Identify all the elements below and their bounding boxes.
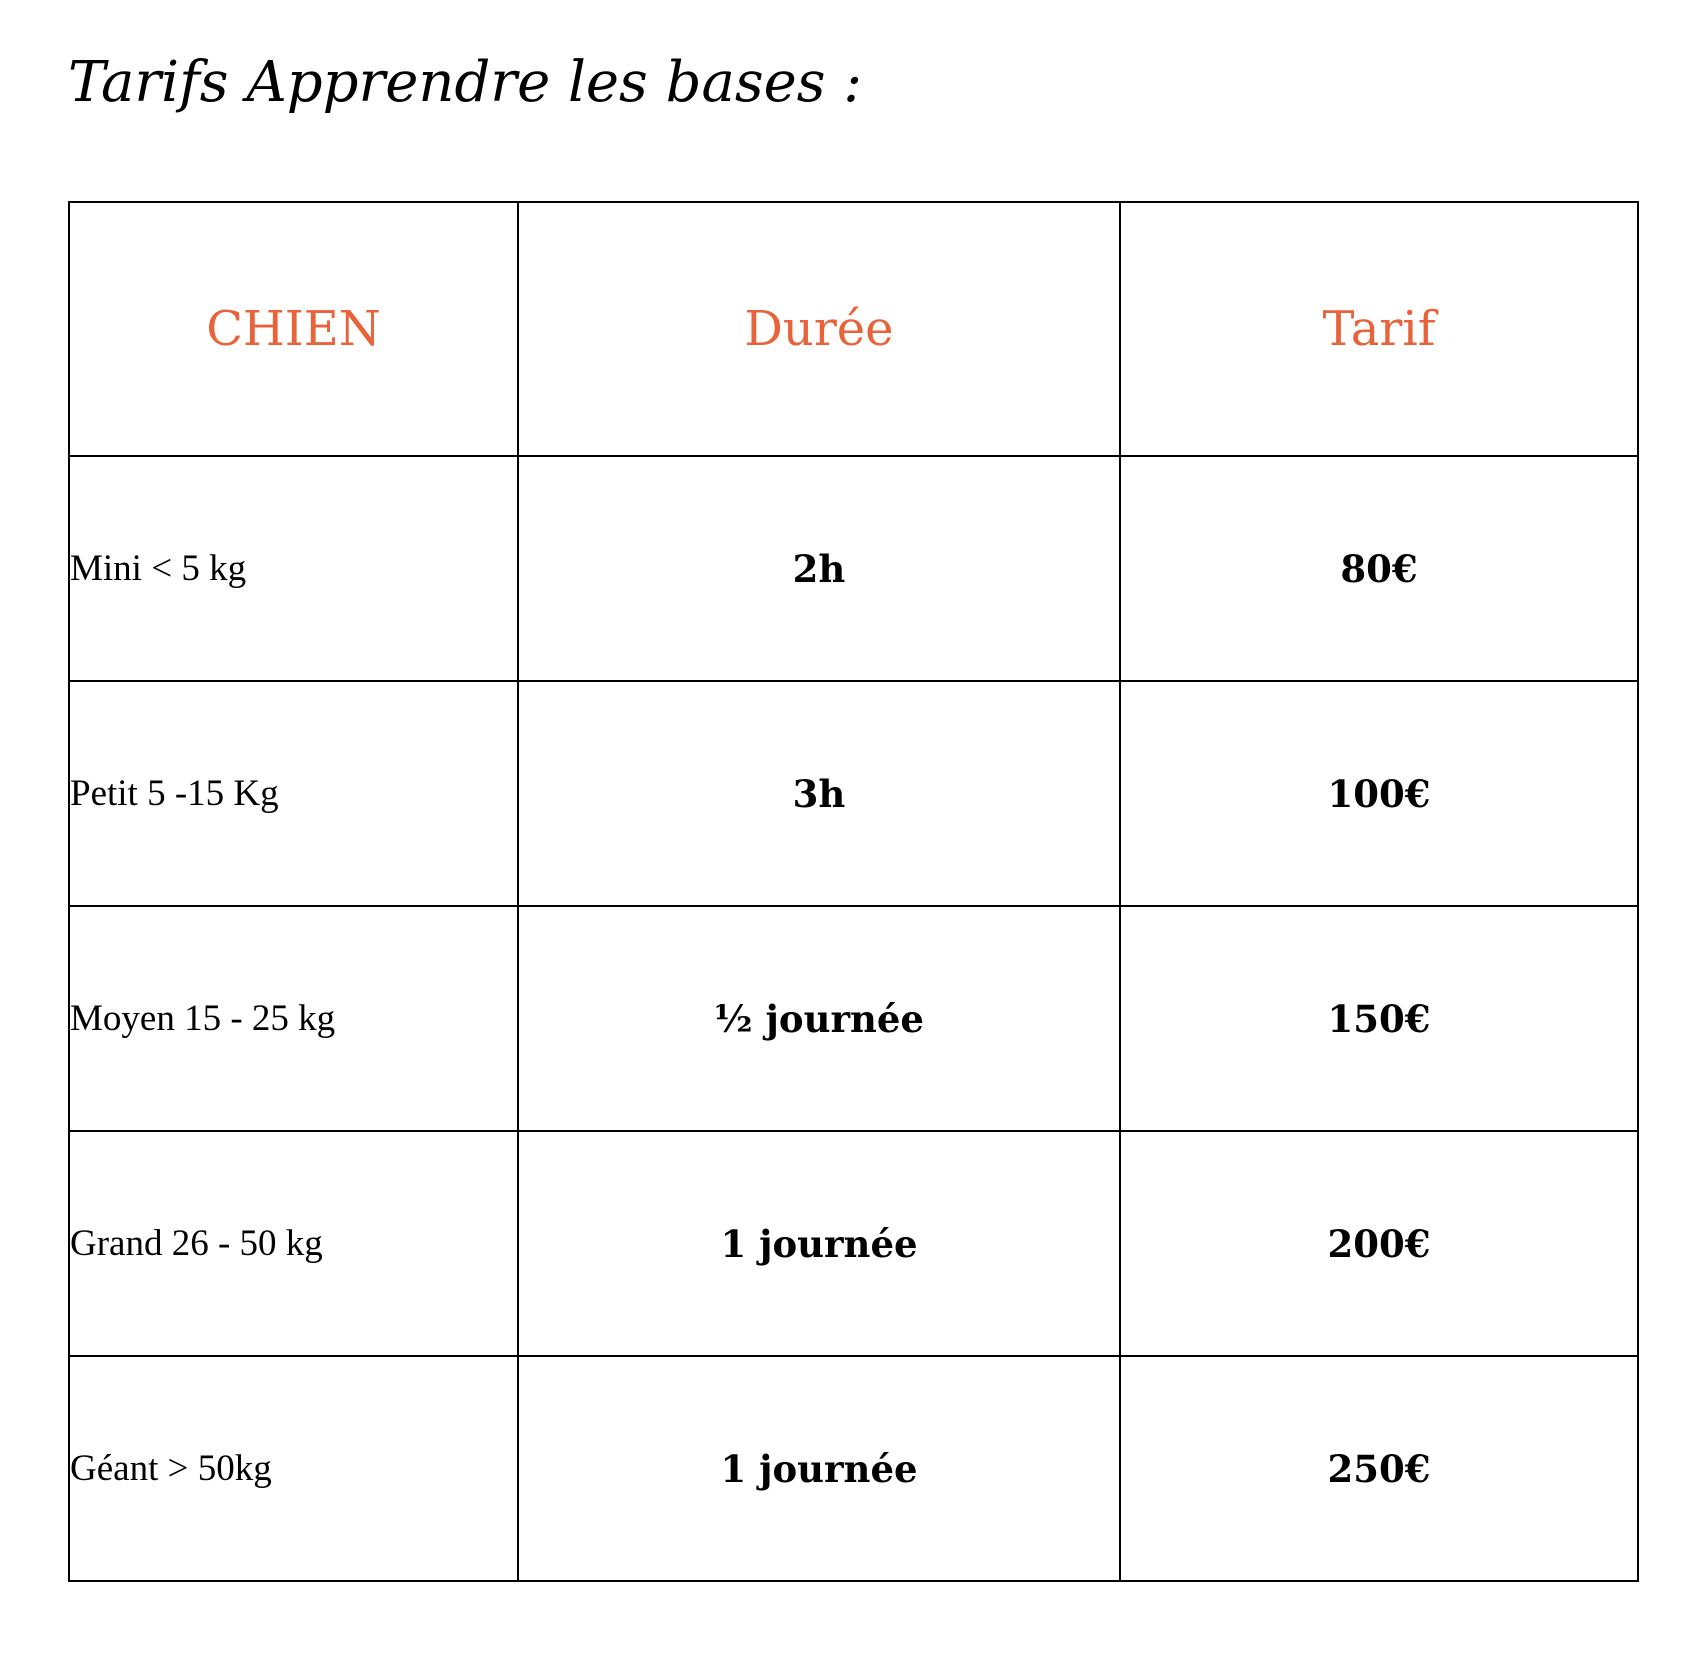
duration-cell: 2h xyxy=(518,456,1120,681)
price-cell: 150€ xyxy=(1120,906,1638,1131)
duration-cell: 3h xyxy=(518,681,1120,906)
table-header-row xyxy=(69,202,1638,456)
dog-size-cell: Géant > 50kg xyxy=(69,1356,518,1581)
duration-cell: 1 journée xyxy=(518,1356,1120,1581)
price-cell: 100€ xyxy=(1120,681,1638,906)
table-row xyxy=(69,681,1638,906)
dog-size-cell: Petit 5 -15 Kg xyxy=(69,681,518,906)
duration-cell: 1 journée xyxy=(518,1131,1120,1356)
dog-size-cell: Grand 26 - 50 kg xyxy=(69,1131,518,1356)
header-duration: Durée xyxy=(518,202,1120,456)
table-row xyxy=(69,906,1638,1131)
table-row xyxy=(69,1356,1638,1581)
page-title: Tarifs Apprendre les bases : xyxy=(68,50,863,115)
table-row xyxy=(69,456,1638,681)
table-row xyxy=(69,1131,1638,1356)
pricing-table xyxy=(68,201,1639,1582)
header-price: Tarif xyxy=(1120,202,1638,456)
price-cell: 200€ xyxy=(1120,1131,1638,1356)
price-cell: 250€ xyxy=(1120,1356,1638,1581)
duration-cell: ½ journée xyxy=(518,906,1120,1131)
dog-size-cell: Mini < 5 kg xyxy=(69,456,518,681)
header-dog: CHIEN xyxy=(69,202,518,456)
dog-size-cell: Moyen 15 - 25 kg xyxy=(69,906,518,1131)
price-cell: 80€ xyxy=(1120,456,1638,681)
